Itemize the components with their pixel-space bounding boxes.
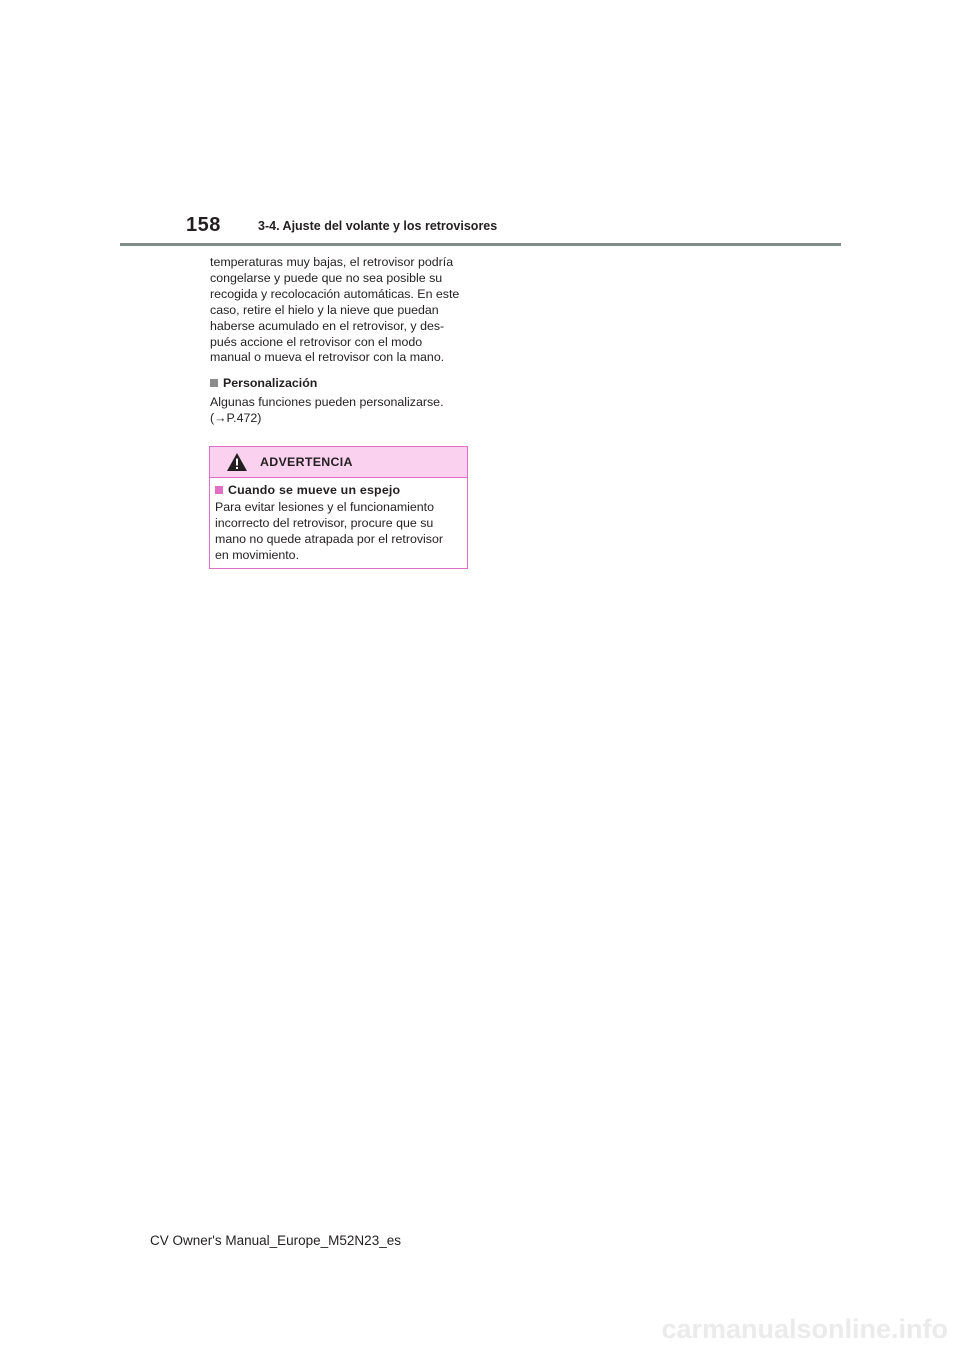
warning-triangle-icon <box>226 452 248 472</box>
warning-subheading <box>215 482 462 498</box>
warning-subheading-text: Cuando se mueve un espejo <box>228 483 401 497</box>
warning-line: incorrecto del retrovisor, procure que su <box>215 515 434 530</box>
customization-line: Algunas funciones pueden personalizarse. <box>210 395 444 409</box>
warning-header <box>210 447 467 478</box>
body-line: manual o mueva el retrovisor con la mano. <box>210 350 445 365</box>
body-line: haberse acumulado en el retrovisor, y des- <box>210 318 445 333</box>
body-line: recogida y recolocación automáticas. En este <box>210 286 460 301</box>
footer-text: CV Owner's Manual_Europe_M52N23_es <box>150 1233 401 1248</box>
customization-heading-text: Personalización <box>223 376 318 390</box>
warning-bullet-square-icon <box>215 486 223 494</box>
warning-line: mano no quede atrapada por el retrovisor <box>215 531 443 546</box>
warning-box <box>209 446 468 569</box>
customization-reference-link[interactable]: (→P.472) <box>210 410 262 425</box>
body-line: congelarse y puede que no sea posible su <box>210 270 443 285</box>
warning-paragraph <box>215 500 462 564</box>
section-title: 3-4. Ajuste del volante y los retrovisores <box>258 219 498 233</box>
header-rule <box>120 243 841 246</box>
body-line: pués accione el retrovisor con el modo <box>210 334 423 349</box>
bullet-square-icon <box>210 379 218 387</box>
customization-paragraph <box>210 395 472 427</box>
body-line: temperaturas muy bajas, el retrovisor podría <box>210 255 454 269</box>
watermark: carmanualsonline.info <box>661 1314 948 1344</box>
body-paragraph <box>210 255 472 366</box>
warning-line: Para evitar lesiones y el funcionamiento <box>215 500 435 514</box>
warning-line: en movimiento. <box>215 547 300 562</box>
customization-heading <box>210 376 317 390</box>
body-line: caso, retire el hielo y la nieve que puedan <box>210 302 439 317</box>
page-number: 158 <box>186 214 221 236</box>
warning-body <box>210 478 467 564</box>
warning-title: ADVERTENCIA <box>260 455 353 469</box>
